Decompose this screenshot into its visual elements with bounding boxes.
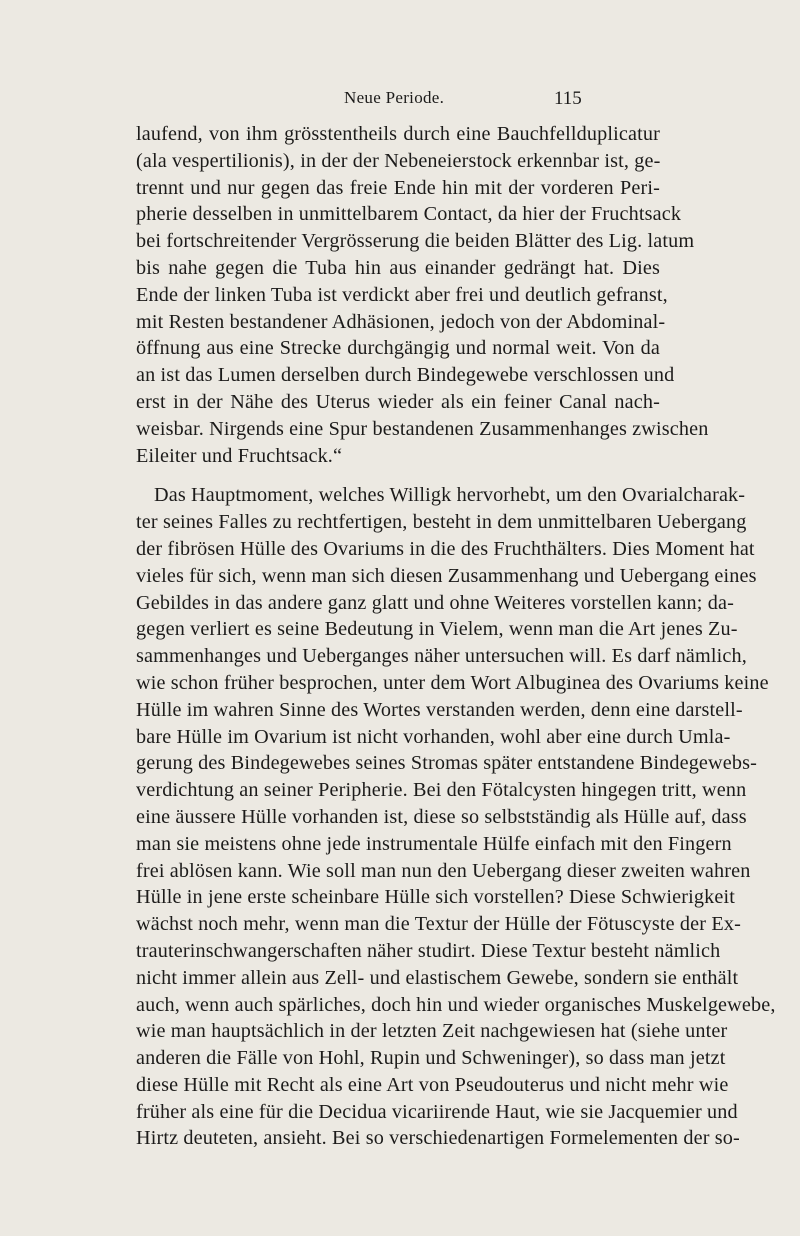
text-line: wächst noch mehr, wenn man die Textur der Hülle der Fötuscyste der Ex- [136,913,741,936]
paragraph-2 [136,482,776,1152]
text-line: man sie meistens ohne jede instrumentale Hülfe einfach mit den Fingern [136,832,732,855]
text-line: Eileiter und Fruchtsack.“ [136,444,343,467]
text-line: mit Resten bestandener Adhäsionen, jedoch von der Abdominal- [136,310,666,333]
text-line: verdichtung an seiner Peripherie. Bei den Fötalcysten hingegen tritt, wenn [136,779,747,802]
text-line: wie schon früher besprochen, unter dem Wort Albuginea des Ovariums keine [136,671,769,694]
text-line: öffnung aus eine Strecke durchgängig und normal weit. Von da [136,337,660,360]
body-text [136,121,776,1152]
text-line: auch, wenn auch spärliches, doch hin und wieder organisches Muskelgewebe, [136,993,776,1016]
text-line: Hülle im wahren Sinne des Wortes verstanden werden, denn eine darstell- [136,698,743,721]
text-line: frei ablösen kann. Wie soll man nun den Uebergang dieser zweiten wahren [136,859,751,882]
text-line: gegen verliert es seine Bedeutung in Vielem, wenn man die Art jenes Zu- [136,618,738,641]
text-line: trennt und nur gegen das freie Ende hin mit der vorderen Peri- [136,176,660,199]
text-line: eine äussere Hülle vorhanden ist, diese so selbstständig als Hülle auf, dass [136,805,747,828]
text-line: trauterinschwangerschaften näher studirt. Diese Textur besteht nämlich [136,939,721,962]
text-line: an ist das Lumen derselben durch Bindegewebe verschlossen und [136,364,675,387]
paragraph-1 [136,121,709,469]
text-line: pherie desselben in unmittelbarem Contact, da hier der Fruchtsack [136,203,682,226]
text-line: (ala vespertilionis), in der der Nebeneierstock erkennbar ist, ge- [136,149,661,172]
text-line: Gebildes in das andere ganz glatt und ohne Weiteres vorstellen kann; da- [136,591,734,614]
text-line: der fibrösen Hülle des Ovariums in die des Fruchthälters. Dies Moment hat [136,537,755,560]
text-line: sammenhanges und Ueberganges näher untersuchen will. Es darf nämlich, [136,645,747,668]
text-line: bis nahe gegen die Tuba hin aus einander gedrängt hat. Dies [136,256,660,279]
text-line: Das Hauptmoment, welches Willigk hervorhebt, um den Ovarialcharak- [154,484,746,507]
text-line: Hirtz deuteten, ansieht. Bei so verschiedenartigen Formelementen der so- [136,1127,740,1150]
text-line: nicht immer allein aus Zell- und elastischem Gewebe, sondern sie enthält [136,966,739,989]
text-line: vieles für sich, wenn man sich diesen Zusammenhang und Uebergang eines [136,564,757,587]
text-line: früher als eine für die Decidua vicariirende Haut, wie sie Jacquemier und [136,1100,738,1123]
text-line: Ende der linken Tuba ist verdickt aber frei und deutlich gefranst, [136,283,668,306]
text-line: bare Hülle im Ovarium ist nicht vorhanden, wohl aber eine durch Umla- [136,725,731,748]
running-head [344,86,644,110]
page-number: 115 [554,88,582,109]
text-line: laufend, von ihm grösstentheils durch eine Bauchfellduplicatur [136,123,660,145]
text-line: Hülle in jene erste scheinbare Hülle sich vorstellen? Diese Schwierigkeit [136,886,735,909]
text-line: erst in der Nähe des Uterus wieder als ein feiner Canal nach- [136,390,660,413]
text-line: weisbar. Nirgends eine Spur bestandenen Zusammenhanges zwischen [136,417,709,440]
text-line: ter seines Falles zu rechtfertigen, besteht in dem unmittelbaren Uebergang [136,511,747,534]
text-line: bei fortschreitender Vergrösserung die beiden Blätter des Lig. latum [136,230,695,253]
text-line: gerung des Bindegewebes seines Stromas später entstandene Bindegewebs- [136,752,758,775]
text-line: wie man hauptsächlich in der letzten Zeit nachgewiesen hat (siehe unter [136,1020,728,1043]
text-line: anderen die Fälle von Hohl, Rupin und Schweninger), so dass man jetzt [136,1047,726,1070]
text-line: diese Hülle mit Recht als eine Art von Pseudouterus und nicht mehr wie [136,1073,729,1096]
running-title: Neue Periode. [344,88,445,107]
